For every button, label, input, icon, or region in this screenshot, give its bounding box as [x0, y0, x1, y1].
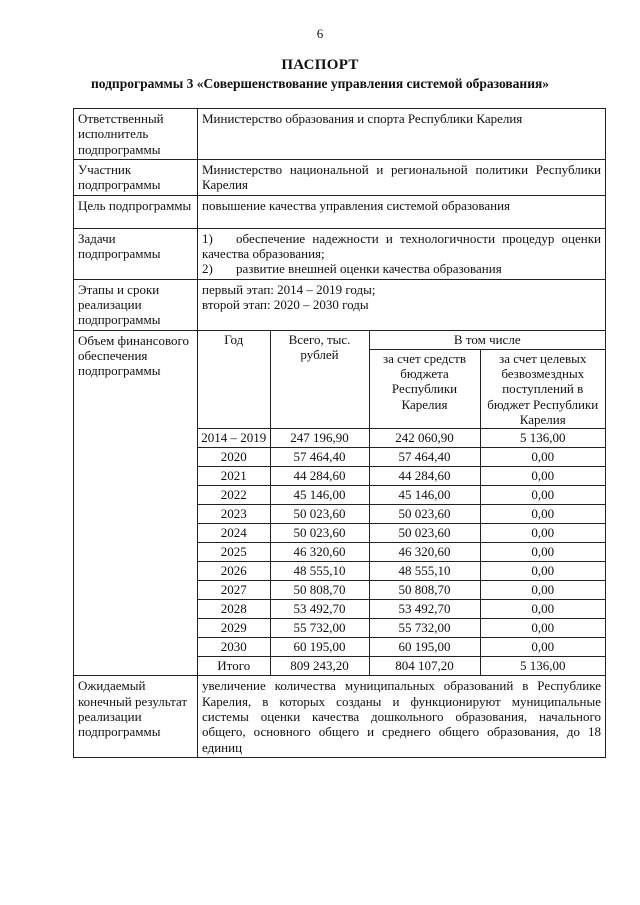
- finance-cell-budget: 45 146,00: [369, 486, 480, 505]
- finance-cell-budget: 44 284,60: [369, 467, 480, 486]
- finance-cell-budget: 53 492,70: [369, 600, 480, 619]
- finance-cell-total: 247 196,90: [270, 429, 369, 448]
- stages-row: [74, 279, 606, 330]
- finance-cell-budget: 804 107,20: [369, 657, 480, 676]
- finance-data-row: [198, 638, 605, 657]
- finance-cell-total: 44 284,60: [270, 467, 369, 486]
- finance-cell-year: 2024: [198, 524, 270, 543]
- expected-value: увеличение количества муниципальных образований в Республике Карелия, в которых созданы и функционируют муниципальные системы оценки качества дошкольного образования, начального общего, основного общего и среднего общего образования, до 18 единиц: [198, 676, 606, 758]
- finance-cell-budget: 242 060,90: [369, 429, 480, 448]
- finance-cell-grants: 0,00: [480, 619, 605, 638]
- finance-cell-total: 48 555,10: [270, 562, 369, 581]
- goal-value: повышение качества управления системой образования: [198, 195, 606, 228]
- goal-row: [74, 195, 606, 228]
- finance-cell-budget: 46 320,60: [369, 543, 480, 562]
- finance-data-row: [198, 562, 605, 581]
- finance-cell-budget: 55 732,00: [369, 619, 480, 638]
- finance-data-row: [198, 524, 605, 543]
- finance-cell-grants: 0,00: [480, 581, 605, 600]
- participant-label: Участник подпрограммы: [74, 160, 198, 196]
- passport-table: [73, 108, 606, 758]
- finance-cell-grants: 5 136,00: [480, 429, 605, 448]
- finance-cell-total: 55 732,00: [270, 619, 369, 638]
- finance-cell-total: 60 195,00: [270, 638, 369, 657]
- finance-cell-year: 2014 – 2019: [198, 429, 270, 448]
- finance-header-grants: за счет целевых безвозмездных поступлений в бюджет Республики Карелия: [480, 349, 605, 429]
- finance-cell-grants: 0,00: [480, 600, 605, 619]
- finance-cell-year: 2022: [198, 486, 270, 505]
- stage-1: первый этап: 2014 – 2019 годы;: [202, 281, 376, 297]
- finance-cell-total: 45 146,00: [270, 486, 369, 505]
- finance-data-row: [198, 543, 605, 562]
- finance-cell-budget: 60 195,00: [369, 638, 480, 657]
- responsible-value: Министерство образования и спорта Республики Карелия: [198, 109, 606, 160]
- finance-cell-year: 2027: [198, 581, 270, 600]
- finance-cell-year: 2021: [198, 467, 270, 486]
- finance-cell-total: 50 023,60: [270, 524, 369, 543]
- task-item-1-num: 1): [202, 230, 213, 246]
- finance-data-row: [198, 600, 605, 619]
- finance-cell-year: 2030: [198, 638, 270, 657]
- finance-data-row: [198, 429, 605, 448]
- participant-value: Министерство национальной и региональной политики Республики Карелия: [198, 160, 606, 196]
- finance-value: [198, 330, 606, 676]
- goal-label: Цель подпрограммы: [74, 195, 198, 228]
- finance-cell-total: 46 320,60: [270, 543, 369, 562]
- finance-label: Объем финансового обеспечения подпрограммы: [74, 330, 198, 676]
- finance-data-row: [198, 448, 605, 467]
- finance-cell-total: 50 023,60: [270, 505, 369, 524]
- finance-data-row: [198, 657, 605, 676]
- stage-2: второй этап: 2020 – 2030 годы: [202, 296, 369, 312]
- finance-cell-budget: 50 023,60: [369, 505, 480, 524]
- finance-cell-grants: 0,00: [480, 524, 605, 543]
- tasks-row: [74, 228, 606, 279]
- finance-header-total: Всего, тыс. рублей: [270, 331, 369, 429]
- finance-cell-total: 53 492,70: [270, 600, 369, 619]
- finance-cell-total: 57 464,40: [270, 448, 369, 467]
- finance-cell-budget: 50 808,70: [369, 581, 480, 600]
- finance-cell-budget: 48 555,10: [369, 562, 480, 581]
- finance-cell-budget: 50 023,60: [369, 524, 480, 543]
- page-number: 6: [316, 26, 324, 41]
- finance-cell-year: 2029: [198, 619, 270, 638]
- stages-value: [198, 279, 606, 330]
- participant-row: [74, 160, 606, 196]
- responsible-row: [74, 109, 606, 160]
- finance-cell-grants: 0,00: [480, 543, 605, 562]
- tasks-value: [198, 228, 606, 279]
- finance-table: [198, 331, 605, 676]
- finance-data-row: [198, 581, 605, 600]
- finance-data-row: [198, 467, 605, 486]
- finance-cell-year: 2020: [198, 448, 270, 467]
- finance-cell-total: 809 243,20: [270, 657, 369, 676]
- finance-cell-year: 2023: [198, 505, 270, 524]
- finance-cell-grants: 0,00: [480, 505, 605, 524]
- responsible-label: Ответственный исполнитель подпрограммы: [74, 109, 198, 160]
- expected-row: [74, 676, 606, 758]
- finance-cell-grants: 5 136,00: [480, 657, 605, 676]
- finance-cell-year: 2026: [198, 562, 270, 581]
- finance-cell-budget: 57 464,40: [369, 448, 480, 467]
- finance-cell-total: 50 808,70: [270, 581, 369, 600]
- finance-data-row: [198, 505, 605, 524]
- document-subtitle: подпрограммы 3 «Совершенствование управления системой образования»: [90, 76, 550, 91]
- finance-header-including: В том числе: [369, 331, 605, 350]
- finance-header-budget: за счет средств бюджета Республики Карелия: [369, 349, 480, 429]
- finance-cell-grants: 0,00: [480, 562, 605, 581]
- finance-cell-grants: 0,00: [480, 467, 605, 486]
- finance-cell-grants: 0,00: [480, 448, 605, 467]
- document-title: ПАСПОРТ: [281, 57, 359, 73]
- finance-cell-year: 2028: [198, 600, 270, 619]
- task-item-2-text: развитие внешней оценки качества образования: [236, 261, 502, 277]
- finance-header-row-1: [198, 331, 605, 350]
- stages-label: Этапы и сроки реализации подпрограммы: [74, 279, 198, 330]
- expected-label: Ожидаемый конечный результат реализации подпрограммы: [74, 676, 198, 758]
- task-item-1: [202, 231, 601, 262]
- finance-cell-grants: 0,00: [480, 638, 605, 657]
- task-item-2: [202, 261, 601, 276]
- finance-row: [74, 330, 606, 676]
- finance-cell-year: Итого: [198, 657, 270, 676]
- finance-cell-year: 2025: [198, 543, 270, 562]
- task-item-1-text: обеспечение надежности и технологичности процедур оценки качества образования;: [202, 230, 601, 261]
- finance-header-year: Год: [198, 331, 270, 429]
- finance-data-row: [198, 486, 605, 505]
- task-item-2-num: 2): [202, 261, 213, 277]
- finance-data-row: [198, 619, 605, 638]
- tasks-label: Задачи подпрограммы: [74, 228, 198, 279]
- finance-cell-grants: 0,00: [480, 486, 605, 505]
